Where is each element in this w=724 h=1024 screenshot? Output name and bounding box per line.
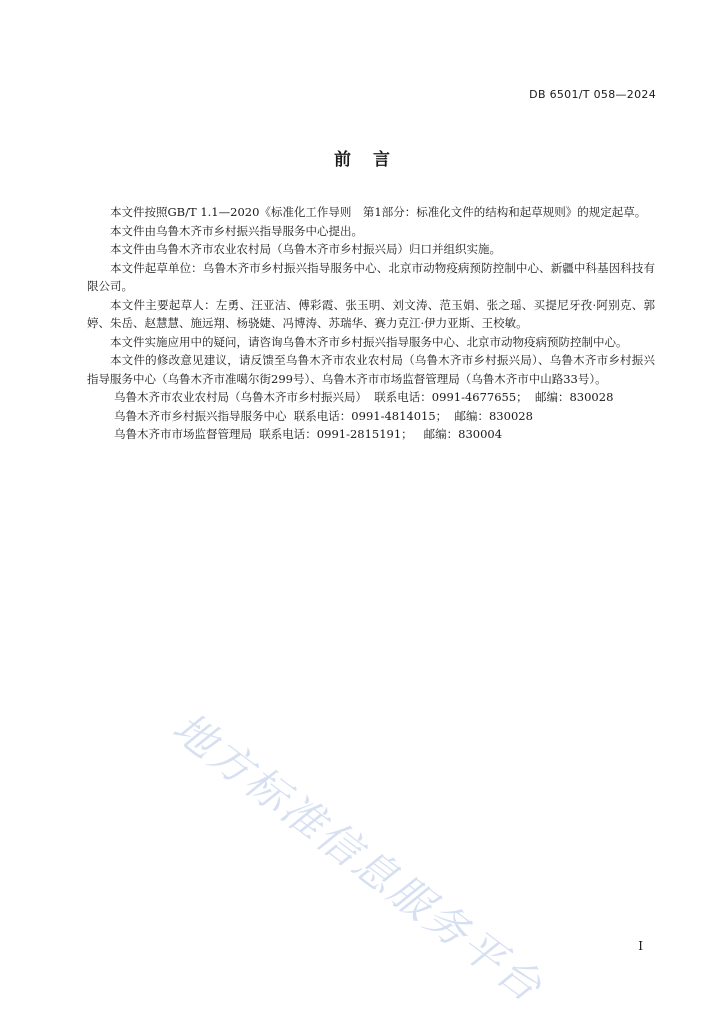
paragraph-drafters: 本文件主要起草人：左勇、汪亚洁、傅彩霞、张玉明、刘文涛、范玉娟、张之瑶、买提尼牙孜·阿别克、郭婷、朱岳、赵慧慧、施远翔、杨骁婕、冯博涛、苏瑞华、赛力克江·伊力亚斯、王校敏。 xyxy=(87,297,655,330)
paragraph-feedback: 本文件的修改意见建议，请反馈至乌鲁木齐市农业农村局（乌鲁木齐市乡村振兴局）、乌鲁木齐市乡村振兴指导服务中心（乌鲁木齐市准噶尔街299号）、乌鲁木齐市市场监督管理局（乌鲁木齐市中山路33号）。 xyxy=(87,353,655,386)
watermark: 地方标准信息服务平台 xyxy=(163,702,553,1013)
contact-line: 乌鲁木齐市乡村振兴指导服务中心 联系电话：0991-4814015； 邮编：830028 xyxy=(114,408,533,423)
document-code: DB 6501/T 058—2024 xyxy=(529,88,656,101)
page-title: 前言 xyxy=(334,150,412,170)
paragraph-administrator: 本文件由乌鲁木齐市农业农村局（乌鲁木齐市乡村振兴局）归口并组织实施。 xyxy=(110,242,501,256)
document-body xyxy=(87,203,655,444)
paragraph-proposer: 本文件由乌鲁木齐市乡村振兴指导服务中心提出。 xyxy=(110,223,363,238)
contact-line: 乌鲁木齐市农业农村局（乌鲁木齐市乡村振兴局） 联系电话：0991-4677655； 邮编：830028 xyxy=(114,390,614,404)
contact-line: 乌鲁木齐市市场监督管理局 联系电话：0991-2815191； 邮编：830004 xyxy=(114,427,503,441)
paragraph-drafting-units: 本文件起草单位：乌鲁木齐市乡村振兴指导服务中心、北京市动物疫病预防控制中心、新疆中科基因科技有限公司。 xyxy=(87,260,655,293)
paragraph-inquiries: 本文件实施应用中的疑问，请咨询乌鲁木齐市乡村振兴指导服务中心、北京市动物疫病预防控制中心。 xyxy=(110,334,628,349)
paragraph-drafting-basis: 本文件按照GB/T 1.1—2020《标准化工作导则 第1部分：标准化文件的结构和起草规则》的规定起草。 xyxy=(110,205,647,219)
page-number: I xyxy=(638,939,643,953)
